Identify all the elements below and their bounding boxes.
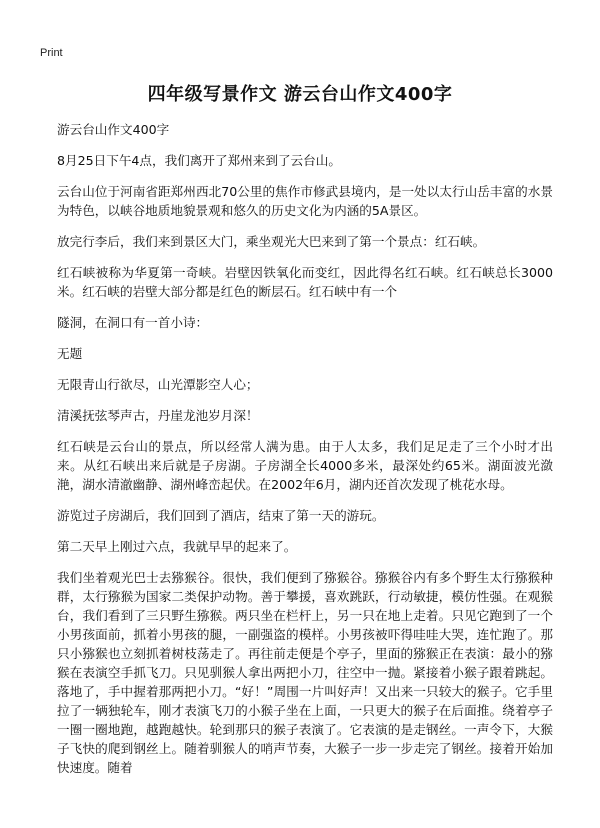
paragraph: 红石峡是云台山的景点，所以经常人满为患。由于人太多，我们足足走了三个小时才出来。从红石峡出来后就是子房湖。子房湖全长4000多米，最深处约65米。湖面波光潋滟，湖水清澈幽静、湖州峰峦起伏。在2002年6月，湖内还首次发现了桃花水母。 [57, 439, 553, 492]
poem-title: 无题 [57, 346, 83, 361]
paragraph: 放完行李后，我们来到景区大门，乘坐观光大巴来到了第一个景点：红石峡。 [57, 234, 486, 249]
paragraph: 隧洞，在洞口有一首小诗： [57, 315, 209, 330]
article-body [57, 120, 553, 777]
page-title: 四年级写景作文 游云台山作文400字 [147, 84, 453, 105]
paragraph: 游览过子房湖后，我们回到了酒店，结束了第一天的游玩。 [57, 508, 385, 523]
paragraph: 第二天早上刚过六点，我就早早的起来了。 [57, 539, 297, 554]
paragraph: 云台山位于河南省距郑州西北70公里的焦作市修武县境内，是一处以太行山岳丰富的水景为特色，以峡谷地质地貌景观和悠久的历史文化为内涵的5A景区。 [57, 184, 553, 218]
paragraph-subtitle: 游云台山作文400字 [57, 122, 170, 137]
paragraph: 8月25日下午4点，我们离开了郑州来到了云台山。 [57, 153, 341, 168]
paragraph: 我们坐着观光巴士去猕猴谷。很快，我们便到了猕猴谷。猕猴谷内有多个野生太行猕猴种群，太行猕猴为国家二类保护动物。善于攀援，喜欢跳跃，行动敏捷，模仿性强。在观猴台，我们看到了三只野生猕猴。两只坐在栏杆上，另一只在地上走着。只见它跑到了一个小男孩面前，抓着小男孩的腿，一副强盗的模样。小男孩被吓得哇哇大哭，连忙跑了。那只小猕猴也立刻抓着树枝荡走了。再往前走便是个亭子，里面的猕猴正在表演：最小的猕猴在表演空手抓飞刀。只见驯猴人拿出两把小刀，往空中一抛。紧接着小猴子跟着跳起。落地了，手中握着那两把小刀。“好！”周围一片叫好声！又出来一只较大的猴子。它手里拉了一辆独轮车，刚才表演飞刀的小猴子坐在上面，一只更大的猴子在后面推。绕着亭子一圈一圈地跑，越跑越快。轮到那只的猴子表演了。它表演的是走钢丝。一声令下，大猴子飞快的爬到钢丝上。随着驯猴人的哨声节奏，大猴子一步一步走完了钢丝。接着开始加快速度。随着 [57, 570, 553, 775]
poem-line: 无限青山行欲尽，山光潭影空人心； [57, 377, 259, 392]
print-link[interactable]: Print [40, 47, 63, 59]
paragraph: 红石峡被称为华夏第一奇峡。岩壁因铁氧化而变红，因此得名红石峡。红石峡总长3000米。红石峡的岩壁大部分都是红色的断层石。红石峡中有一个 [57, 265, 553, 299]
poem-line: 清溪抚弦琴声古，丹崖龙池岁月深！ [57, 408, 259, 423]
